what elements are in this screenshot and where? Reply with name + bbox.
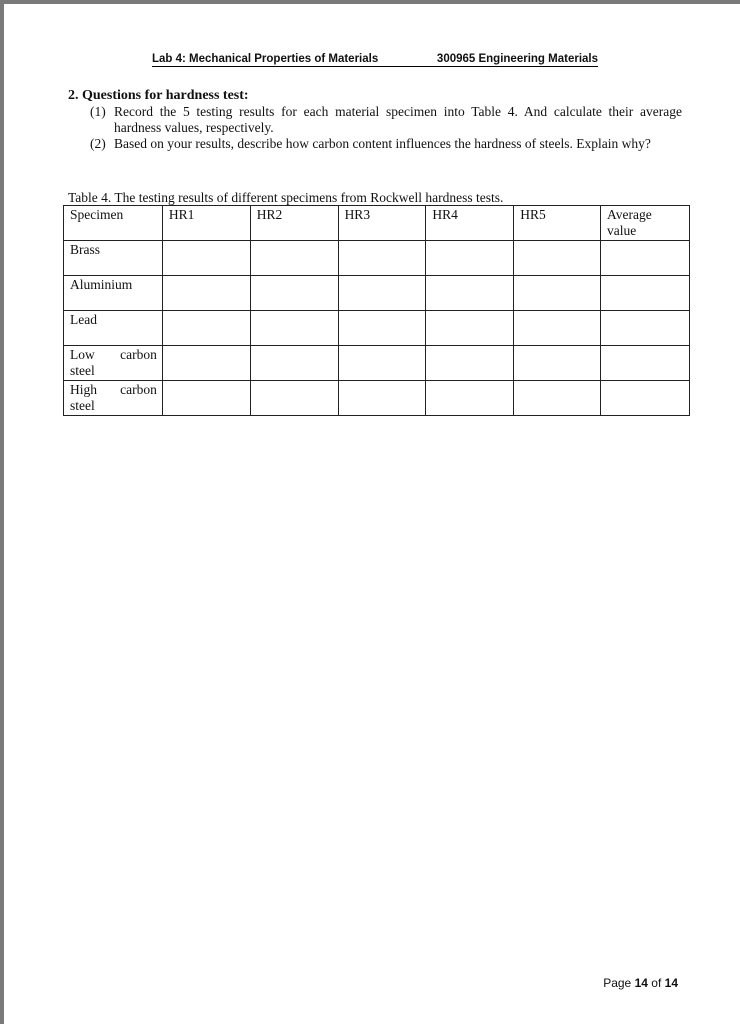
- hr4-cell[interactable]: [426, 241, 514, 276]
- table-caption: Table 4. The testing results of different specimens from Rockwell hardness tests.: [68, 190, 504, 205]
- hr3-cell[interactable]: [338, 241, 426, 276]
- question-list: [90, 104, 682, 153]
- hr1-cell[interactable]: [162, 311, 250, 346]
- table-row: [64, 346, 690, 381]
- question-item: [90, 136, 682, 152]
- question-number: (1): [90, 104, 106, 119]
- column-header-average: Average value: [601, 206, 690, 241]
- table-header-row: [64, 206, 690, 241]
- hr1-cell[interactable]: [162, 276, 250, 311]
- hr5-cell[interactable]: [514, 276, 601, 311]
- hr3-cell[interactable]: [338, 276, 426, 311]
- column-header-specimen: Specimen: [64, 206, 163, 241]
- hr2-cell[interactable]: [250, 381, 338, 416]
- page-of-label: of: [651, 976, 662, 990]
- hr4-cell[interactable]: [426, 311, 514, 346]
- section-title: 2. Questions for hardness test:: [68, 88, 249, 103]
- hr3-cell[interactable]: [338, 311, 426, 346]
- average-cell[interactable]: [601, 241, 690, 276]
- header-course-title: 300965 Engineering Materials: [436, 53, 598, 65]
- table-row: [64, 241, 690, 276]
- question-item: [90, 104, 682, 135]
- hr3-cell[interactable]: [338, 381, 426, 416]
- question-text: Record the 5 testing results for each material specimen into Table 4. And calculate their average hardness values, respectively.: [114, 104, 682, 135]
- page-number: [603, 976, 678, 990]
- hr5-cell[interactable]: [514, 346, 601, 381]
- page-label: Page: [603, 976, 632, 990]
- specimen-cell: Brass: [64, 241, 163, 276]
- hr1-cell[interactable]: [162, 241, 250, 276]
- specimen-cell: Lead: [64, 311, 163, 346]
- column-header-hr3: HR3: [338, 206, 426, 241]
- hr5-cell[interactable]: [514, 311, 601, 346]
- hr2-cell[interactable]: [250, 241, 338, 276]
- column-header-hr2: HR2: [250, 206, 338, 241]
- hr2-cell[interactable]: [250, 346, 338, 381]
- column-header-hr4: HR4: [426, 206, 514, 241]
- question-text: Based on your results, describe how carbon content influences the hardness of steels. Explain why?: [114, 136, 651, 151]
- table-row: [64, 311, 690, 346]
- current-page: 14: [634, 976, 648, 990]
- hr5-cell[interactable]: [514, 381, 601, 416]
- average-cell[interactable]: [601, 311, 690, 346]
- average-cell[interactable]: [601, 346, 690, 381]
- average-cell[interactable]: [601, 276, 690, 311]
- header-lab-title: Lab 4: Mechanical Properties of Materials: [152, 53, 379, 65]
- total-pages: 14: [664, 976, 678, 990]
- hr1-cell[interactable]: [162, 381, 250, 416]
- specimen-cell: High carbon steel: [64, 381, 163, 416]
- hr2-cell[interactable]: [250, 311, 338, 346]
- specimen-cell: Aluminium: [64, 276, 163, 311]
- document-page: [4, 4, 740, 1024]
- table-row: [64, 276, 690, 311]
- table-row: [64, 381, 690, 416]
- question-number: (2): [90, 136, 106, 151]
- page-header: [152, 53, 598, 67]
- hardness-results-table: [63, 205, 690, 416]
- hr1-cell[interactable]: [162, 346, 250, 381]
- hr2-cell[interactable]: [250, 276, 338, 311]
- hr4-cell[interactable]: [426, 276, 514, 311]
- hr5-cell[interactable]: [514, 241, 601, 276]
- column-header-hr5: HR5: [514, 206, 601, 241]
- hr4-cell[interactable]: [426, 381, 514, 416]
- average-cell[interactable]: [601, 381, 690, 416]
- hr4-cell[interactable]: [426, 346, 514, 381]
- hr3-cell[interactable]: [338, 346, 426, 381]
- column-header-hr1: HR1: [162, 206, 250, 241]
- specimen-cell: Low carbon steel: [64, 346, 163, 381]
